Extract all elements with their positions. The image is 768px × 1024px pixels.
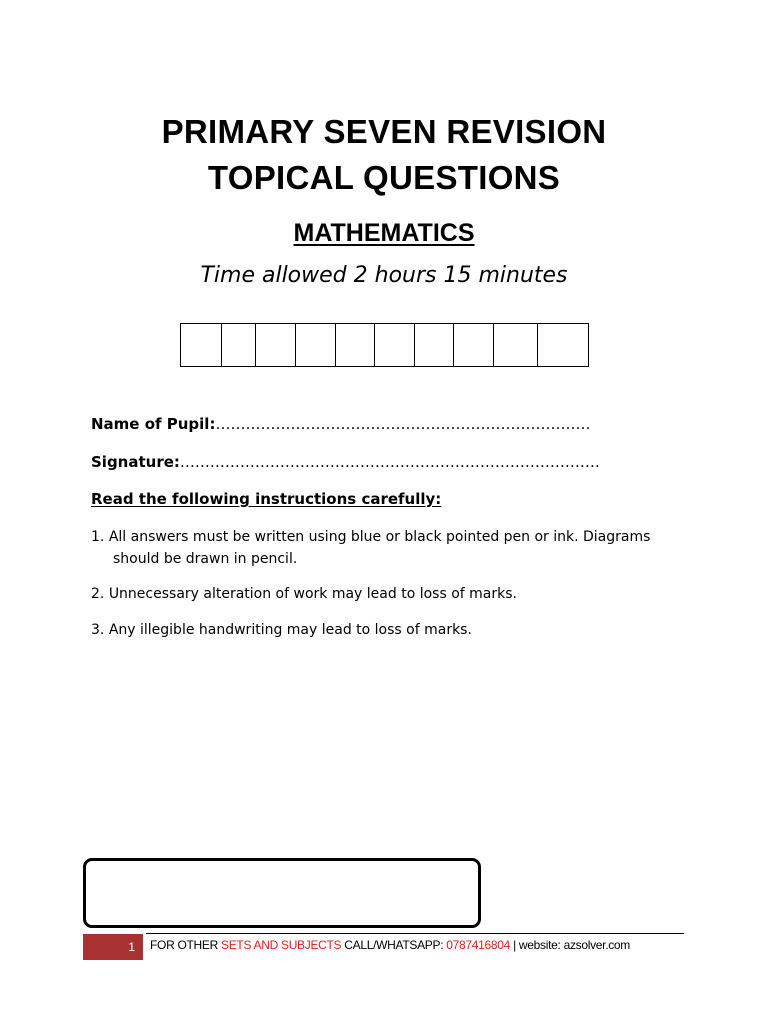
pupil-name-line[interactable]: ………………………………………………………………… — [215, 415, 591, 433]
instruction-number: 1. — [91, 529, 105, 545]
index-number-box[interactable] — [375, 324, 415, 366]
instruction-text: Unnecessary alteration of work may lead to loss of marks. — [108, 586, 517, 602]
footer-divider — [146, 933, 684, 934]
instructions-heading: Read the following instructions carefully: — [91, 490, 442, 508]
index-number-box[interactable] — [494, 324, 538, 366]
footer-sets-subjects: SETS AND SUBJECTS — [221, 938, 342, 952]
signature-field[interactable] — [91, 453, 600, 471]
pupil-name-field[interactable] — [91, 415, 590, 433]
subject-heading: MATHEMATICS — [293, 219, 475, 247]
instruction-text: All answers must be written using blue or black pointed pen or ink. Diagrams — [108, 529, 651, 545]
index-number-box[interactable] — [415, 324, 454, 366]
index-number-box[interactable] — [296, 324, 336, 366]
index-number-box[interactable] — [538, 324, 589, 366]
marks-box[interactable] — [83, 858, 481, 928]
index-number-box[interactable] — [222, 324, 256, 366]
pupil-name-label: Name of Pupil: — [91, 415, 216, 433]
footer-text-part: CALL/WHATSAPP: — [341, 938, 447, 952]
time-allowed: Time allowed 2 hours 15 minutes — [200, 263, 568, 288]
footer-text-part: FOR OTHER — [150, 938, 221, 952]
index-number-box[interactable] — [454, 324, 494, 366]
instruction-number: 3. — [91, 622, 105, 638]
signature-line[interactable]: ………………………………………………………………………… — [179, 453, 600, 471]
index-number-boxes[interactable] — [180, 323, 589, 367]
index-number-box[interactable] — [181, 324, 222, 366]
instruction-item — [91, 619, 691, 641]
instruction-item — [91, 526, 691, 570]
instruction-item — [91, 583, 691, 605]
instruction-number: 2. — [91, 586, 105, 602]
instruction-text-continued: should be drawn in pencil. — [113, 551, 298, 567]
page-number: 1 — [83, 934, 143, 960]
signature-label: Signature: — [91, 453, 180, 471]
footer-phone-number[interactable]: 0787416804 — [446, 938, 511, 952]
footer-text — [150, 938, 630, 952]
page-title-line-2: TOPICAL QUESTIONS — [207, 159, 561, 196]
page-title-line-1: PRIMARY SEVEN REVISION — [161, 113, 607, 150]
index-number-box[interactable] — [256, 324, 296, 366]
instruction-text: Any illegible handwriting may lead to loss of marks. — [108, 622, 472, 638]
footer-website[interactable]: | website: azsolver.com — [510, 938, 630, 952]
index-number-box[interactable] — [336, 324, 375, 366]
